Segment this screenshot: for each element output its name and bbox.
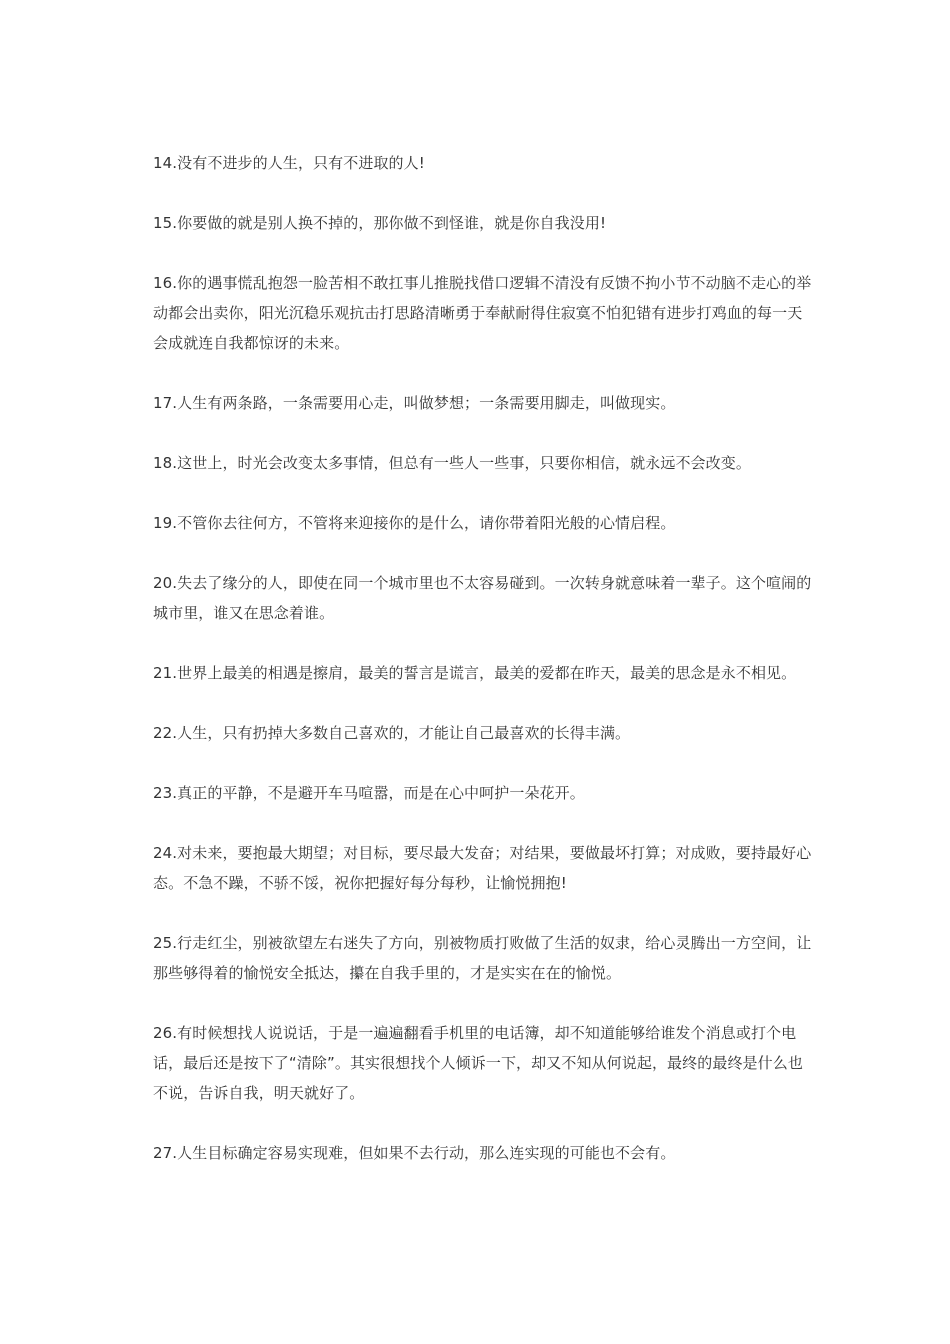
paragraph-18: 18.这世上，时光会改变太多事情，但总有一些人一些事，只要你相信，就永远不会改变。 [153,454,751,472]
paragraph-27: 27.人生目标确定容易实现难，但如果不去行动，那么连实现的可能也不会有。 [153,1144,676,1162]
paragraph-22: 22.人生，只有扔掉大多数自己喜欢的，才能让自己最喜欢的长得丰满。 [153,724,631,742]
paragraph-21: 21.世界上最美的相遇是擦肩，最美的誓言是谎言，最美的爱都在昨天，最美的思念是永不相见。 [153,664,797,682]
paragraph-23: 23.真正的平静，不是避开车马喧嚣，而是在心中呵护一朵花开。 [153,784,585,802]
paragraph-24: 24.对未来，要抱最大期望；对目标，要尽最大发奋；对结果，要做最坏打算；对成败，要持最好心态。不急不躁，不骄不馁，祝你把握好每分每秒，让愉悦拥抱! [153,844,812,892]
paragraph-25: 25.行走红尘，别被欲望左右迷失了方向，别被物质打败做了生活的奴隶，给心灵腾出一方空间，让那些够得着的愉悦安全抵达，攥在自我手里的，才是实实在在的愉悦。 [153,934,812,982]
paragraph-17: 17.人生有两条路，一条需要用心走，叫做梦想；一条需要用脚走，叫做现实。 [153,394,676,412]
document-body [153,148,813,1198]
paragraph-16: 16.你的遇事慌乱抱怨一脸苦相不敢扛事儿推脱找借口逻辑不清没有反馈不拘小节不动脑不走心的举动都会出卖你，阳光沉稳乐观抗击打思路清晰勇于奉献耐得住寂寞不怕犯错有进步打鸡血的每一天会成就连自我都惊讶的未来。 [153,274,812,352]
paragraph-15: 15.你要做的就是别人换不掉的，那你做不到怪谁，就是你自我没用! [153,214,607,232]
paragraph-19: 19.不管你去往何方，不管将来迎接你的是什么，请你带着阳光般的心情启程。 [153,514,676,532]
paragraph-14: 14.没有不进步的人生，只有不进取的人! [153,154,425,172]
paragraph-26: 26.有时候想找人说说话，于是一遍遍翻看手机里的电话簿，却不知道能够给谁发个消息或打个电话，最后还是按下了“清除”。其实很想找个人倾诉一下，却又不知从何说起，最终的最终是什么也不说，告诉自我，明天就好了。 [153,1024,803,1102]
paragraph-20: 20.失去了缘分的人，即使在同一个城市里也不太容易碰到。一次转身就意味着一辈子。这个喧闹的城市里，谁又在思念着谁。 [153,574,812,622]
